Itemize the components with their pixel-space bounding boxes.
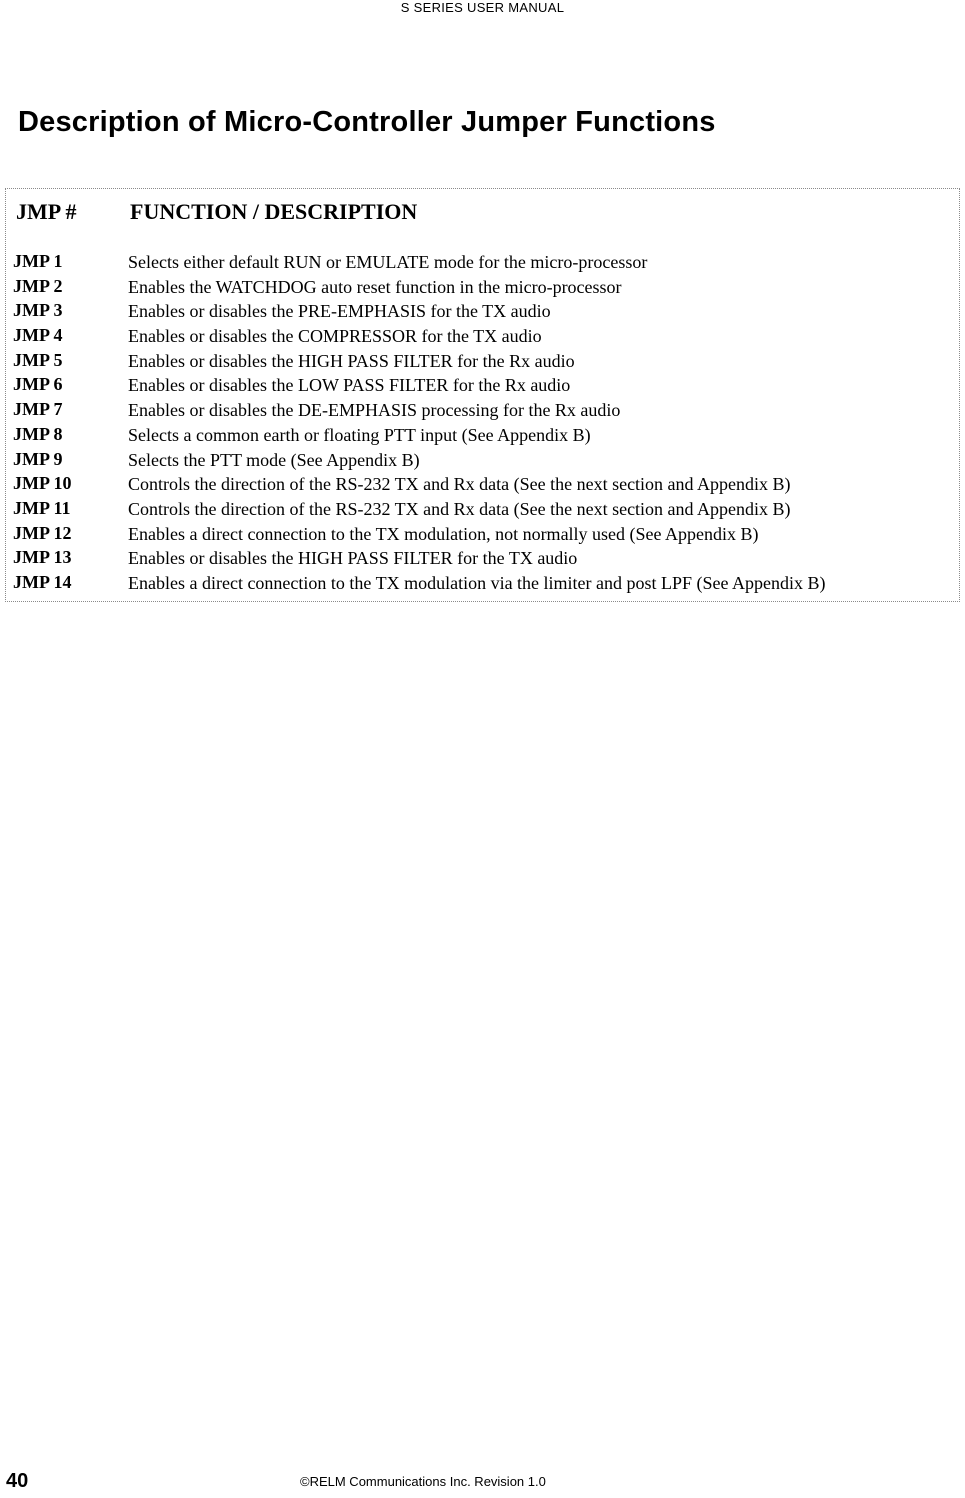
jumper-description: Enables or disables the DE-EMPHASIS processing for the Rx audio	[128, 400, 621, 421]
table-row	[6, 498, 959, 523]
jumper-id: JMP 4	[13, 325, 63, 346]
jumper-id: JMP 3	[13, 300, 63, 321]
jumper-id: JMP 9	[13, 448, 63, 469]
jumper-description: Selects either default RUN or EMULATE mode for the micro-processor	[128, 252, 648, 272]
jumper-id: JMP 12	[13, 522, 72, 543]
table-row	[6, 399, 959, 424]
jumper-id: JMP 6	[13, 374, 63, 395]
jumper-description: Selects the PTT mode (See Appendix B)	[128, 449, 420, 470]
footer-copyright: ©RELM Communications Inc. Revision 1.0	[300, 1474, 546, 1489]
table-row	[6, 251, 959, 276]
table-row	[6, 276, 959, 301]
jumper-description: Enables or disables the HIGH PASS FILTER for the Rx audio	[128, 350, 575, 371]
jumper-id: JMP 14	[13, 571, 72, 592]
table-row	[6, 547, 959, 572]
jumper-id: JMP 13	[13, 547, 72, 568]
jumper-id: JMP 1	[13, 251, 63, 271]
column-header-function: FUNCTION / DESCRIPTION	[130, 199, 418, 224]
running-header: S SERIES USER MANUAL	[400, 0, 565, 15]
jumper-id: JMP 2	[13, 275, 63, 296]
table-row	[6, 473, 959, 498]
jumper-table	[5, 188, 960, 602]
table-row	[6, 424, 959, 449]
jumper-id: JMP 8	[13, 423, 63, 444]
table-row	[6, 300, 959, 325]
jumper-id: JMP 5	[13, 349, 63, 370]
table-row	[6, 572, 959, 597]
jumper-id: JMP 7	[13, 399, 63, 420]
jumper-description: Controls the direction of the RS-232 TX and Rx data (See the next section and Appendix B)	[128, 474, 791, 495]
jumper-description: Enables a direct connection to the TX modulation, not normally used (See Appendix B)	[128, 523, 759, 544]
page-title: Description of Micro-Controller Jumper Functions	[18, 106, 716, 138]
table-row	[6, 523, 959, 548]
jumper-description: Enables a direct connection to the TX modulation via the limiter and post LPF (See Appendix B)	[128, 572, 826, 593]
column-header-jmp: JMP #	[16, 199, 77, 224]
table-row	[6, 350, 959, 375]
jumper-description: Enables the WATCHDOG auto reset function in the micro-processor	[128, 276, 622, 297]
jumper-id: JMP 10	[13, 473, 72, 494]
table-row	[6, 325, 959, 350]
jumper-description: Enables or disables the COMPRESSOR for the TX audio	[128, 326, 542, 347]
table-row	[6, 374, 959, 399]
page-number: 40	[6, 1470, 29, 1492]
jumper-description: Enables or disables the LOW PASS FILTER for the Rx audio	[128, 375, 571, 396]
jumper-description: Enables or disables the HIGH PASS FILTER for the TX audio	[128, 548, 578, 569]
jumper-description: Enables or disables the PRE-EMPHASIS for the TX audio	[128, 301, 551, 322]
table-row	[6, 449, 959, 474]
jumper-description: Controls the direction of the RS-232 TX and Rx data (See the next section and Appendix B)	[128, 498, 791, 519]
jumper-id: JMP 11	[13, 497, 71, 518]
jumper-rows	[6, 251, 959, 597]
jumper-description: Selects a common earth or floating PTT input (See Appendix B)	[128, 424, 591, 445]
